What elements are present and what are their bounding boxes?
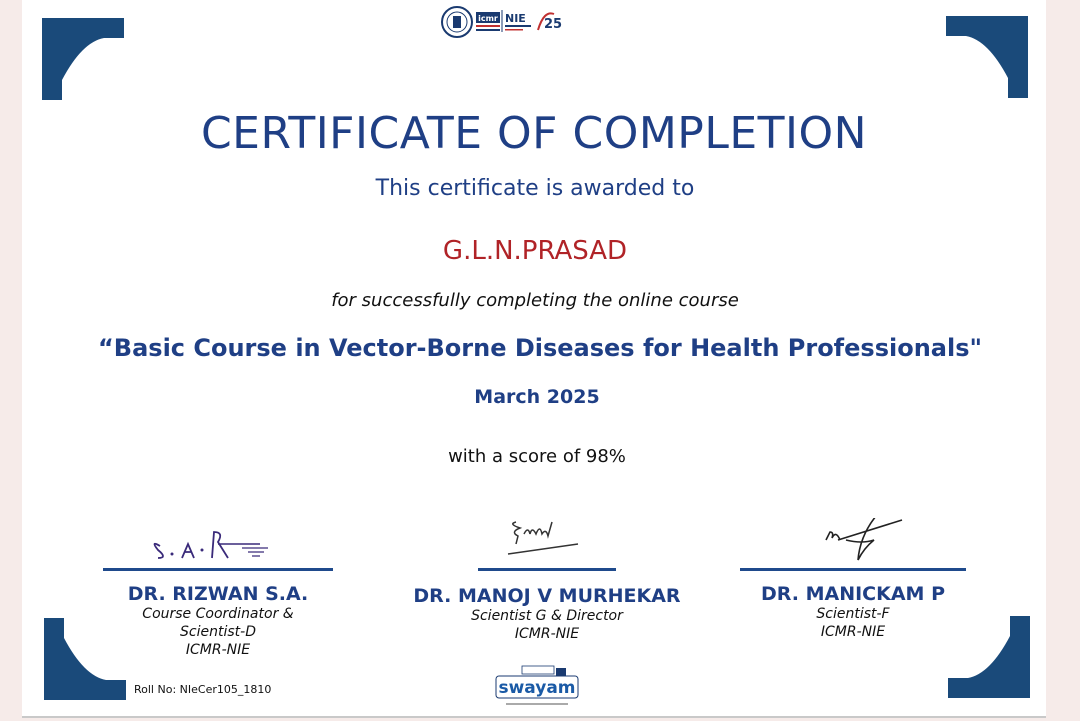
completing-text: for successfully completing the online course [331, 290, 739, 311]
completion-date: March 2025 [474, 386, 600, 408]
signatory-2-org: ICMR-NIE [514, 626, 580, 642]
course-name: “Basic Course in Vector-Borne Diseases for Health Professionals" [98, 334, 982, 362]
signatory-1-org: ICMR-NIE [185, 642, 251, 658]
signature-2 [412, 518, 682, 568]
recipient-name: G.L.N.PRASAD [442, 236, 628, 266]
signatory-3-role: Scientist-F [816, 606, 890, 622]
svg-text:swayam: swayam [498, 678, 576, 698]
signatory-2 [412, 518, 682, 643]
icmr-nie-logo [476, 10, 531, 32]
corner-top-left [42, 18, 124, 100]
anniversary-logo [538, 13, 562, 32]
signature-line-2 [478, 568, 616, 571]
svg-text:icmr: icmr [478, 14, 498, 23]
corner-top-right [946, 16, 1028, 98]
signatory-1-role-2: Scientist-D [180, 624, 256, 640]
swayam-logo [492, 664, 582, 710]
signature-line-1 [103, 568, 333, 571]
certificate-title: CERTIFICATE OF COMPLETION [200, 108, 868, 159]
signatory-2-name: DR. MANOJ V MURHEKAR [413, 585, 681, 607]
signatory-1 [102, 518, 334, 659]
signature-3 [740, 518, 966, 568]
score-text: with a score of 98% [448, 446, 626, 467]
svg-text:NIE: NIE [505, 12, 526, 25]
signature-line-3 [740, 568, 966, 571]
signatory-2-role: Scientist G & Director [471, 608, 623, 624]
roll-number: Roll No: NIeCer105_1810 [134, 683, 272, 696]
svg-text:25: 25 [544, 17, 563, 32]
signature-1 [102, 518, 334, 568]
header-logos [440, 4, 570, 40]
awarded-to-text: This certificate is awarded to [375, 176, 695, 201]
signatory-3-name: DR. MANICKAM P [761, 583, 945, 605]
certificate-sheet [22, 0, 1046, 718]
signatory-3 [740, 518, 966, 641]
signatory-3-org: ICMR-NIE [820, 624, 886, 640]
icmr-emblem-logo [442, 7, 472, 37]
signatory-1-name: DR. RIZWAN S.A. [127, 583, 309, 605]
signatory-1-role: Course Coordinator & [142, 606, 294, 622]
